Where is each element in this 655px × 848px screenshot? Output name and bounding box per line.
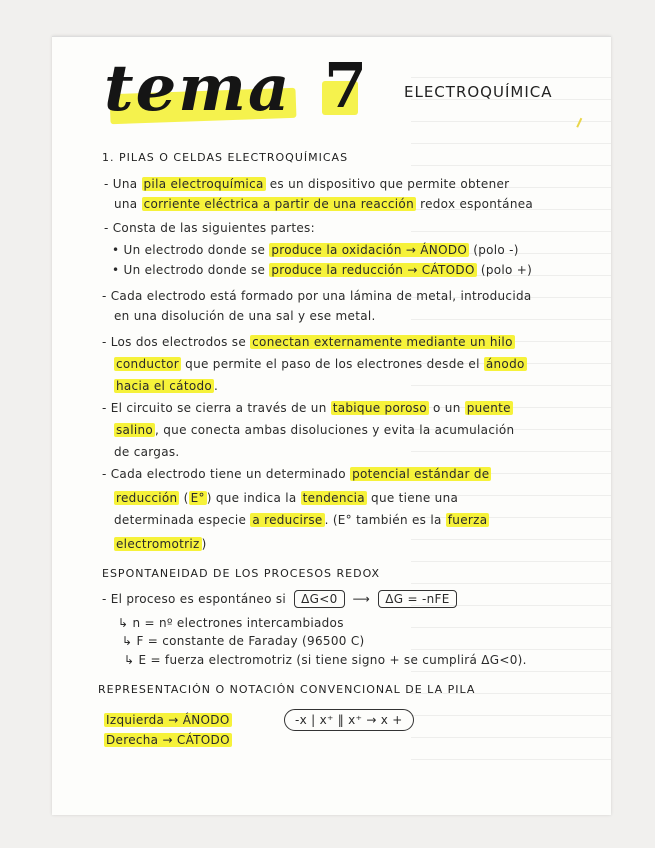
note-line (114, 379, 218, 393)
text-fragment: - El circuito se cierra a través de un (102, 401, 331, 415)
note-line (114, 513, 489, 527)
text-fragment: . (E° también es la (324, 513, 446, 527)
section-heading (102, 151, 348, 164)
text-fragment: ↳ n = nº electrones intercambiados (118, 616, 344, 630)
text-fragment: - Los dos electrodos se (102, 335, 251, 349)
highlighted-text: conectan externamente mediante un hilo (252, 335, 513, 349)
text-fragment: que permite el paso de los electrones desde el (181, 357, 484, 371)
text-fragment: o un (428, 401, 465, 415)
text-fragment: 1. PILAS O CELDAS ELECTROQUÍMICAS (102, 151, 349, 164)
note-line (114, 357, 527, 371)
note-line (104, 221, 315, 235)
highlighted-text: reducción (116, 491, 178, 505)
note-line (102, 335, 515, 349)
note-line (122, 634, 365, 648)
text-fragment: en una disolución de una sal y ese metal. (114, 309, 376, 323)
text-fragment: - El proceso es espontáneo si (102, 592, 291, 606)
note-line (114, 309, 376, 323)
text-fragment: ( (179, 491, 189, 505)
note-line (114, 197, 533, 211)
highlighted-text: produce la oxidación → ÁNODO (271, 243, 468, 257)
text-fragment: es un dispositivo que permite obtener (265, 177, 510, 191)
highlighted-text: E° (190, 491, 205, 505)
text-fragment: una (114, 197, 142, 211)
notebook-page (52, 36, 611, 815)
highlighted-text: fuerza (447, 513, 488, 527)
text-fragment: - Una (104, 177, 142, 191)
title-number: 7 (324, 49, 368, 122)
highlighted-text: corriente eléctrica a partir de una reacción (143, 197, 414, 211)
note-line (112, 243, 519, 257)
note-line (102, 401, 513, 415)
highlighted-text: ánodo (485, 357, 525, 371)
text-fragment: REPRESENTACIÓN O NOTACIÓN CONVENCIONAL DE LA PILA (98, 683, 476, 696)
note-line (112, 263, 532, 277)
text-fragment: • Un electrodo donde se (112, 263, 270, 277)
text-fragment: redox espontánea (416, 197, 534, 211)
highlighted-text: conductor (116, 357, 180, 371)
text-fragment: (polo +) (476, 263, 533, 277)
highlighted-text: tendencia (302, 491, 365, 505)
note-line (114, 423, 514, 437)
section-heading (98, 683, 475, 696)
text-fragment: ) (201, 537, 207, 551)
highlighted-text: a reducirse (252, 513, 323, 527)
text-fragment: , que conecta ambas disoluciones y evita la acumulación (155, 423, 515, 437)
note-line (114, 537, 207, 551)
text-fragment: - Cada electrodo tiene un determinado (102, 467, 351, 481)
note-line (102, 467, 491, 481)
notation-row (284, 709, 414, 731)
accent-mark (576, 118, 587, 130)
text-fragment: ) que indica la (206, 491, 301, 505)
text-fragment: . (214, 379, 219, 393)
highlighted-text: puente (466, 401, 511, 415)
cell-notation: -x | x⁺ ‖ x⁺ → x + (284, 709, 414, 731)
highlighted-text: Izquierda → ÁNODO (106, 713, 230, 727)
highlighted-text: electromotriz (116, 537, 200, 551)
boxed-equation: ΔG = -nFE (378, 590, 456, 608)
note-line (102, 289, 532, 303)
note-line (102, 590, 461, 608)
highlighted-text: tabique poroso (332, 401, 427, 415)
note-line (114, 491, 458, 505)
note-line (118, 616, 344, 630)
text-fragment: ESPONTANEIDAD DE LOS PROCESOS REDOX (102, 567, 381, 580)
text-fragment: (polo -) (469, 243, 519, 257)
section-heading (102, 567, 380, 580)
subject-heading: ELECTROQUÍMICA (404, 83, 553, 101)
highlighted-text: Derecha → CÁTODO (106, 733, 230, 747)
text-fragment: ↳ F = constante de Faraday (96500 C) (122, 634, 365, 648)
text-fragment: de cargas. (114, 445, 180, 459)
note-line (124, 653, 527, 667)
note-line (104, 733, 232, 747)
text-fragment: - Consta de las siguientes partes: (104, 221, 315, 235)
text-fragment: ↳ E = fuerza electromotriz (si tiene signo + se cumplirá ΔG<0). (124, 653, 527, 667)
highlighted-text: salino (116, 423, 154, 437)
highlighted-text: produce la reducción → CÁTODO (271, 263, 475, 277)
highlighted-text: pila electroquímica (143, 177, 264, 191)
note-line (104, 713, 232, 727)
highlighted-text: potencial estándar de (352, 467, 490, 481)
text-fragment: que tiene una (366, 491, 459, 505)
text-fragment: determinada especie (114, 513, 251, 527)
text-fragment: • Un electrodo donde se (112, 243, 270, 257)
text-fragment: - Cada electrodo está formado por una lámina de metal, introducida (102, 289, 532, 303)
title-tema: tema (104, 51, 292, 126)
note-line (104, 177, 509, 191)
boxed-equation: ΔG<0 (294, 590, 344, 608)
note-line (114, 445, 180, 459)
highlighted-text: hacia el cátodo (116, 379, 213, 393)
text-fragment: ⟶ (348, 592, 375, 606)
